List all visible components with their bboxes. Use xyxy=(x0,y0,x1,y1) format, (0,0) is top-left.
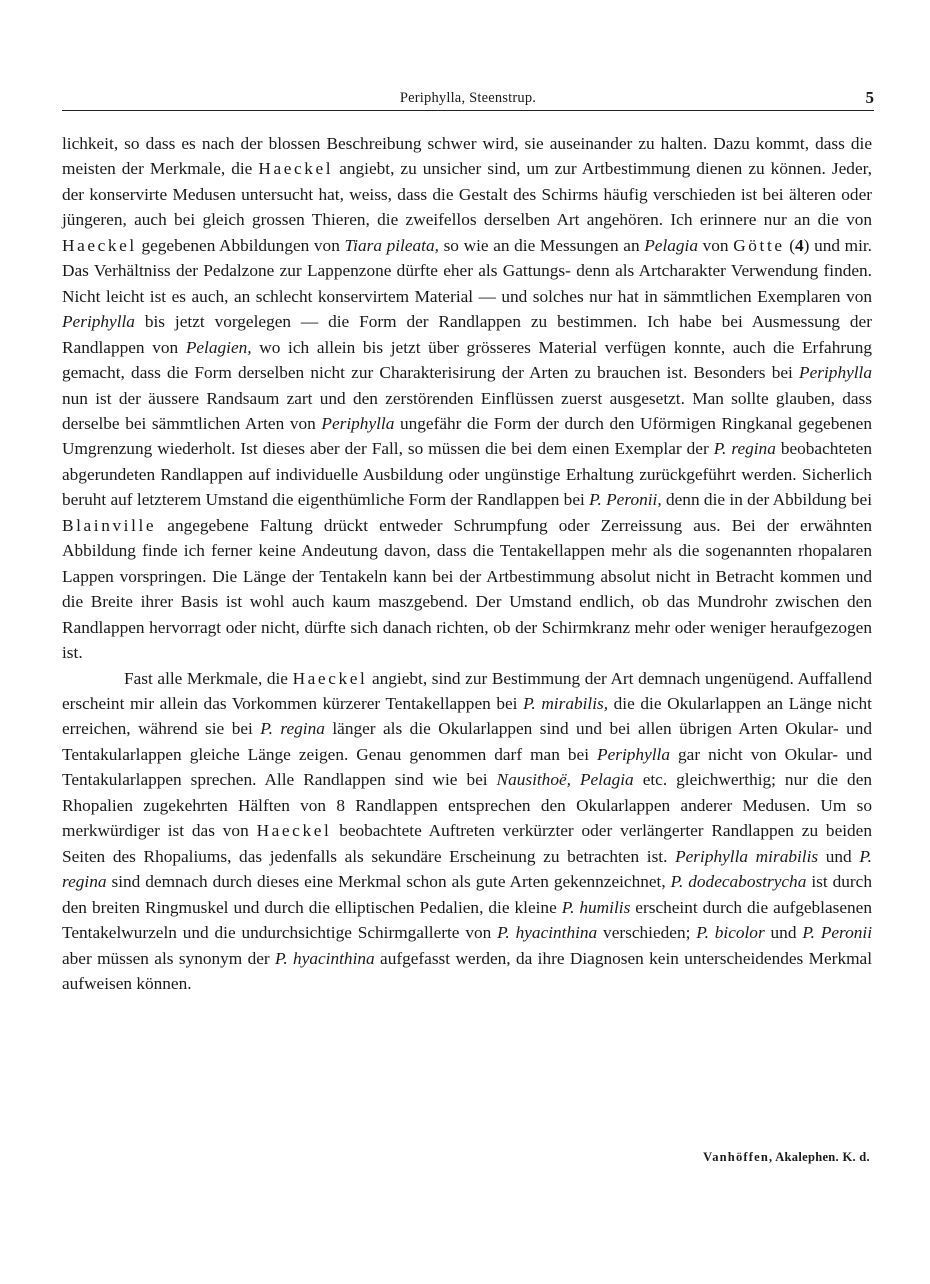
text-run: so wie an die Messungen an xyxy=(438,235,645,255)
text-run: gar nicht von Okular- und Tentakularlappen sprechen. Alle Randlappen sind wie bei xyxy=(62,744,872,790)
species-name: P. regina xyxy=(713,439,776,459)
text-run: ist durch den breiten Ringmuskel und durch die elliptischen Pedalien, die kleine xyxy=(62,872,872,917)
text-run: angiebt, zu unsicher sind, um zur Artbestimmung dienen zu können. Jeder, der konservirte Medusen untersucht hat, weiss, dass die Gestalt des Schirms häufig verschieden ist bei älteren oder jüngeren, auch bei gleich grossen Thieren, die zweifellos derselben Art angehören. Ich erinnere nur an die von xyxy=(62,159,872,230)
species-name: P. regina xyxy=(62,846,873,892)
species-name: Periphylla xyxy=(321,413,395,433)
species-name: Periphylla xyxy=(597,744,670,764)
running-head xyxy=(62,90,874,111)
species-name: Pelagien, xyxy=(185,337,252,357)
species-name: P. regina xyxy=(260,719,325,739)
text-run: von xyxy=(698,235,734,255)
signature-author: Vanhöffen xyxy=(703,1150,770,1164)
running-title: Periphylla, Steenstrup. xyxy=(399,90,537,106)
species-name: P. humilis xyxy=(561,897,631,917)
text-run: verschieden; xyxy=(597,923,697,943)
paragraph-2 xyxy=(62,666,872,997)
species-name: Tiara pileata, xyxy=(344,235,439,255)
text-run: Fast alle Merkmale, die xyxy=(124,668,293,688)
author-name: Haeckel xyxy=(62,235,137,255)
species-name: P. Peronii, xyxy=(589,490,662,510)
author-name: Haeckel xyxy=(256,821,332,841)
text-run: die die Okularlappen an Länge nicht erreichen, während sie bei xyxy=(62,693,872,739)
species-name: Periphylla xyxy=(62,312,135,332)
species-name: P. dodecabostrycha xyxy=(670,872,807,892)
text-run: lichkeit, so dass es nach der blossen Beschreibung schwer wird, sie auseinander zu halten. Dazu kommt, dass die meisten der Merkmale, die xyxy=(62,134,872,179)
species-name: P. Peronii xyxy=(802,923,873,943)
text-run: angiebt, sind zur Bestimmung der Art demnach ungenügend. Auffallend erscheint mir allein das Vorkommen kürzerer Tentakellappen bei xyxy=(62,668,873,713)
text-run: aufgefasst werden, da ihre Diagnosen kein unterscheidendes Merkmal aufweisen können. xyxy=(62,948,872,993)
text-run: angegebene Faltung drückt entweder Schrumpfung oder Zerreissung aus. Bei der erwähnten Abbildung finde ich ferner keine Andeutung davon, dass die Tentakellappen mehr als die sogenannten rhopalaren Lappen vorspringen. Die Länge der Tentakeln kann bei der Artbestimmung absolut nicht in Betracht kommen und die Breite ihrer Basis ist wohl auch kaum maszgebend. Der Umstand endlich, ob das Mundrohr zwischen den Randlappen hervorragt oder nicht, dürfte sich danach richten, ob der Schirmkranz mehr oder weniger heraufgezogen ist. xyxy=(62,515,872,663)
species-name: Periphylla xyxy=(799,363,872,383)
text-run: denn die in der Abbildung bei xyxy=(661,490,873,510)
species-name: P. bicolor xyxy=(696,923,765,943)
text-run: ( xyxy=(784,235,796,255)
author-name: Blainville xyxy=(62,515,157,535)
species-name: Pelagia xyxy=(644,235,698,255)
text-run: ) und mir. Das Verhältniss der Pedalzone zur Lappenzone dürfte eher als Gattungs- denn als Artcharakter Verwendung finden. Nicht leicht ist es auch, an schlecht konservirtem Material — und solches nur hat in sämmtlichen Exemplaren von xyxy=(62,235,873,306)
text-run: nun ist der äussere Randsaum zart und den zerstörenden Einflüssen zuerst ausgesetzt. Man sollte glauben, dass derselbe bei sämmtlichen Arten von xyxy=(62,388,872,433)
page-number: 5 xyxy=(865,88,874,107)
text-run: ungefähr die Form der durch den Uförmigen Ringkanal gegebenen Umgrenzung wiederholt. Ist dieses aber der Fall, so müssen die bei dem einen Exemplar der xyxy=(62,413,872,459)
reference-number: 4 xyxy=(795,235,804,255)
author-name: Haeckel xyxy=(292,668,368,688)
text-run: und xyxy=(818,846,860,866)
signature-mark: K. d. xyxy=(842,1150,870,1164)
author-name: Götte xyxy=(733,235,785,255)
paragraph-1 xyxy=(62,131,872,666)
signature-work: , Akalephen. xyxy=(769,1150,839,1164)
text-run: erscheint durch die aufgeblasenen Tentakelwurzeln und die undurchsichtige Schirmgallerte von xyxy=(62,897,872,943)
text-run: und xyxy=(764,923,803,943)
species-name: P. mirabilis, xyxy=(523,693,609,713)
text-run: länger als die Okularlappen sind und bei allen übrigen Arten Okular- und Tentakularlappen gleiche Länge zeigen. Genau genommen darf man bei xyxy=(62,719,872,764)
text-run: wo ich allein bis jetzt über grösseres Material verfügen konnte, auch die Erfahrung gemacht, dass die Form derselben nicht zur Charakterisirung der Arten zu brauchen ist. Besonders bei xyxy=(62,337,873,383)
text-run: etc. gleichwerthig; nur die den Rhopalien zugekehrten Hälften von 8 Randlappen entsprechen den Okularlappen anderer Medusen. Um so merkwürdiger ist das von xyxy=(62,770,873,841)
text-run: sind demnach durch dieses eine Merkmal schon als gute Arten gekennzeichnet, xyxy=(106,872,671,892)
text-run: beobachteten abgerundeten Randlappen auf individuelle Ausbildung oder ungünstige Erhaltung zurückgeführt werden. Sicherlich beruht auf letzterem Umstand die eigenthümliche Form der Randlappen bei xyxy=(62,439,872,510)
text-run: beobachtete Auftreten verkürzter oder verlängerter Randlappen zu beiden Seiten des Rhopaliums, das jedenfalls als sekundäre Erscheinung zu betrachten ist. xyxy=(62,821,872,866)
author-name: Haeckel xyxy=(258,159,334,179)
species-name: Nausithoë, Pelagia xyxy=(496,770,634,790)
text-run: aber müssen als synonym der xyxy=(62,948,276,968)
species-name: Periphylla mirabilis xyxy=(675,846,819,866)
body-text xyxy=(62,131,872,996)
species-name: P. hyacinthina xyxy=(275,948,375,968)
text-run: bis jetzt vorgelegen — die Form der Randlappen zu bestimmen. Ich habe bei Ausmessung der Randlappen von xyxy=(62,312,872,357)
text-run: gegebenen Abbildungen von xyxy=(136,235,345,255)
signature-line xyxy=(703,1150,870,1165)
species-name: P. hyacinthina xyxy=(497,923,598,943)
